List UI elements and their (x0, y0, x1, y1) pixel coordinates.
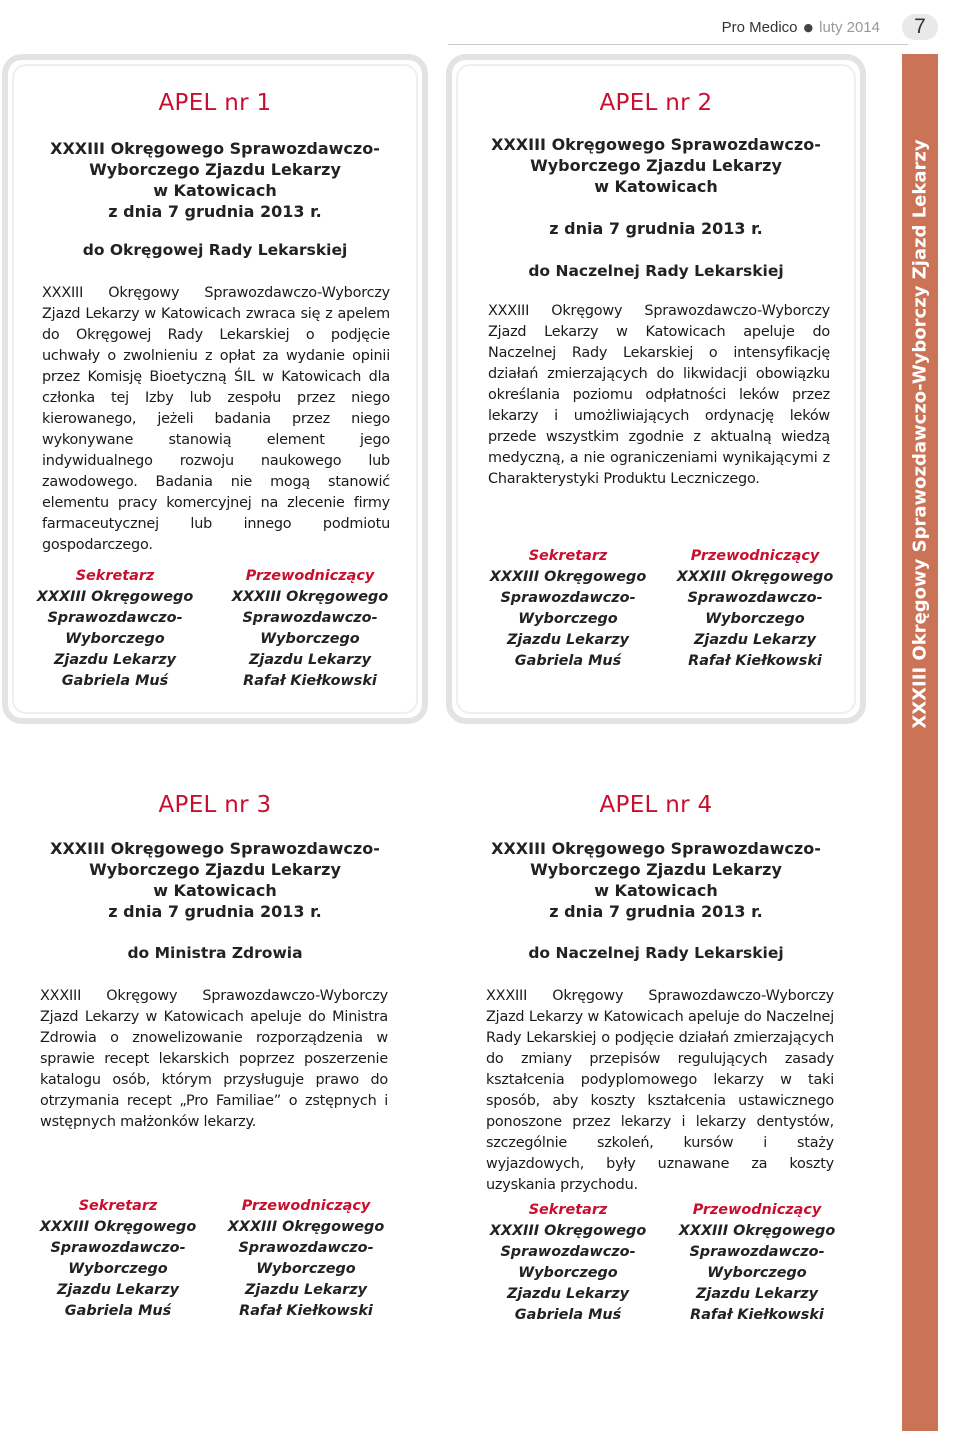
appeal-4-addressee: do Naczelnej Rady Lekarskiej (528, 944, 784, 962)
magazine-name: Pro Medico (721, 18, 798, 36)
page-header (722, 12, 938, 42)
appeal-2-signature-secretary: Sekretarz XXXIII Okręgowego Sprawozdawczo- Wyborczego Zjazdu Lekarzy Gabriela Muś (489, 548, 647, 669)
appeal-1-signature-chair: Przewodniczący XXXIII Okręgowego Sprawozdawczo- Wyborczego Zjazdu Lekarzy Rafał Kiełkowski (231, 568, 389, 689)
appeal-4-signature-secretary: Sekretarz XXXIII Okręgowego Sprawozdawczo- Wyborczego Zjazdu Lekarzy Gabriela Muś (489, 1202, 647, 1323)
appeal-4-signature-chair: Przewodniczący XXXIII Okręgowego Sprawozdawczo- Wyborczego Zjazdu Lekarzy Rafał Kiełkowski (678, 1202, 836, 1323)
appeal-3-heading: XXXIII Okręgowego Sprawozdawczo- Wyborczego Zjazdu Lekarzy w Katowicach z dnia 7 grudnia 2013 r. (50, 839, 380, 921)
appeal-3-signature-chair: Przewodniczący XXXIII Okręgowego Sprawozdawczo- Wyborczego Zjazdu Lekarzy Rafał Kiełkowski (227, 1198, 385, 1319)
appeal-4-heading: XXXIII Okręgowego Sprawozdawczo- Wyborczego Zjazdu Lekarzy w Katowicach z dnia 7 grudnia 2013 r. (491, 839, 821, 921)
sidebar-label: XXXIII Okręgowy Sprawozdawczo-Wyborczy Zjazd Lekarzy (909, 139, 931, 729)
appeal-3-signature-secretary: Sekretarz XXXIII Okręgowego Sprawozdawczo- Wyborczego Zjazdu Lekarzy Gabriela Muś (39, 1198, 197, 1319)
appeal-1-title: APEL nr 1 (158, 90, 272, 116)
sidebar-band (902, 54, 938, 1431)
issue-date: luty 2014 (819, 18, 880, 36)
appeal-1-heading: XXXIII Okręgowego Sprawozdawczo- Wyborczego Zjazdu Lekarzy w Katowicach z dnia 7 grudnia 2013 r. (50, 139, 380, 221)
appeal-2-heading: XXXIII Okręgowego Sprawozdawczo- Wyborczego Zjazdu Lekarzy w Katowicach z dnia 7 grudnia 2013 r. (491, 135, 821, 238)
header-divider (448, 44, 908, 45)
bullet-icon: ● (803, 20, 814, 34)
appeal-1-body: XXXIII Okręgowy Sprawozdawczo-Wyborczy Zjazd Lekarzy w Katowicach zwraca się z apelem do Okręgowej Rady Lekarskiej o podjęcie uchwały o zwolnieniu z opłat za wydanie opinii przez Komisję Bioetyczną ŚIL w Katowicach dla członka tej Izby lub zespołu przez niego kierowanego, jeżeli badania przez niego wykonywane stanowią element jego indywidualnego rozwoju naukowego lub zawodowego. Badania nie mogą stanowić elementu pracy komercyjnej na zlecenie firmy farmaceutycznej lub innego podmiotu gospodarczego. (42, 285, 390, 553)
appeal-3-body: XXXIII Okręgowy Sprawozdawczo-Wyborczy Zjazd Lekarzy w Katowicach apeluje do Ministra Zdrowia o znowelizowanie rozporządzenia w sprawie recept lekarskich poprzez poszerzenie katalogu osób, którym przysługuje prawo do otrzymania recept „Pro Familiae” o zstępnych i wstępnych małżonków lekarzy. (40, 988, 388, 1130)
appeal-1-signature-secretary: Sekretarz XXXIII Okręgowego Sprawozdawczo- Wyborczego Zjazdu Lekarzy Gabriela Muś (36, 568, 194, 689)
appeal-2-addressee: do Naczelnej Rady Lekarskiej (528, 262, 784, 280)
appeal-3-title: APEL nr 3 (158, 792, 272, 818)
appeal-3-addressee: do Ministra Zdrowia (127, 944, 303, 962)
page-number: 7 (902, 14, 938, 40)
appeal-4-title: APEL nr 4 (599, 792, 713, 818)
appeal-4-body: XXXIII Okręgowy Sprawozdawczo-Wyborczy Zjazd Lekarzy w Katowicach apeluje do Naczelnej Rady Lekarskiej o podjęcie działań zmierzających do zmiany przepisów regulujących zasady kształcenia podyplomowego lekarzy w taki sposób, aby koszty kształcenia ustawicznego ponoszone przez lekarzy i lekarzy dentystów, szczególnie szkoleń, kursów i staży wyjazdowych, były uznawane za koszty uzyskania przychodu. (486, 988, 834, 1193)
appeal-2-body: XXXIII Okręgowy Sprawozdawczo-Wyborczy Zjazd Lekarzy w Katowicach apeluje do Naczelnej Rady Lekarskiej o intensyfikację działań zmierzających do likwidacji obowiązku określania poziomu odpłatności leków przez lekarzy i umożliwiających ordynację leków przede wszystkim zgodnie z aktualną wiedzą medyczną, a nie ograniczeniami wynikającymi z Charakterystyki Produktu Leczniczego. (488, 303, 830, 487)
appeal-1-addressee: do Okręgowej Rady Lekarskiej (82, 241, 348, 259)
appeal-2-signature-chair: Przewodniczący XXXIII Okręgowego Sprawozdawczo- Wyborczego Zjazdu Lekarzy Rafał Kiełkowski (676, 548, 834, 669)
appeal-2-title: APEL nr 2 (599, 90, 713, 116)
